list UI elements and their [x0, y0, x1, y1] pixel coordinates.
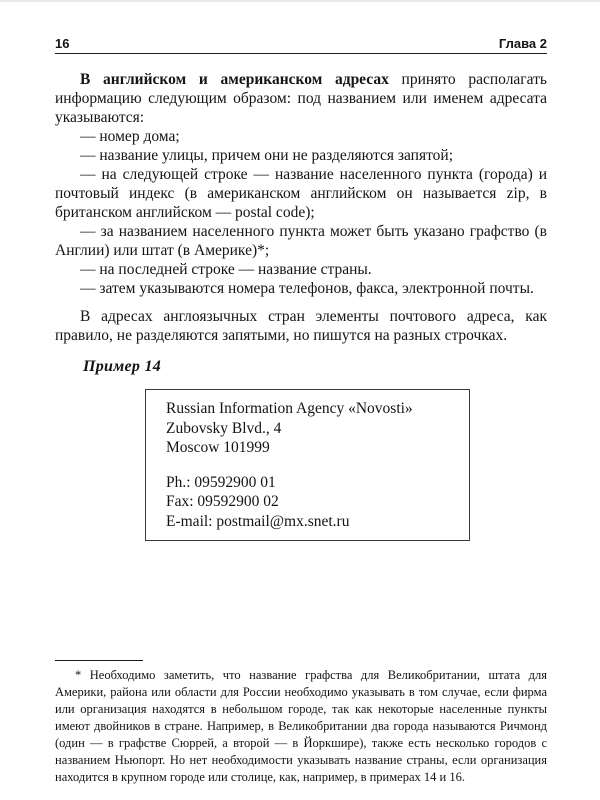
running-head — [55, 36, 547, 54]
list-item: — за названием населенного пункта может быть указано графство (в Англии) или штат (в Америке)*; — [55, 223, 547, 259]
address-line: Russian Information Agency «Novosti» — [166, 400, 413, 417]
list-item: — на последней строке — название страны. — [80, 261, 372, 278]
intro-bold-lead: В английском и американском адресах — [80, 71, 389, 88]
list-item: — номер дома; — [80, 128, 180, 145]
list-item: — название улицы, причем они не разделяются запятой; — [80, 147, 453, 164]
list-item: — на следующей строке — название населенного пункта (города) и почтовый индекс (в американском английском он называется zip, в британском английском — postal code); — [55, 166, 547, 221]
example-address-box — [145, 389, 470, 541]
body-text — [55, 70, 547, 345]
page-number: 16 — [55, 36, 70, 51]
chapter-title: Глава 2 — [498, 36, 547, 51]
list-item: — затем указываются номера телефонов, факса, электронной почты. — [80, 280, 534, 297]
footnote-separator-rule — [55, 660, 143, 661]
intro-rest: принято располагать информацию следующим образом: под названием или именем адресата указываются: — [55, 71, 547, 126]
example-label: Пример 14 — [83, 358, 162, 375]
page-whitespace — [55, 541, 547, 660]
intro-paragraph — [55, 70, 547, 127]
address-box-gap — [166, 458, 457, 473]
contact-line: Fax: 09592900 02 — [166, 493, 279, 510]
contact-line: E-mail: postmail@mx.snet.ru — [166, 512, 350, 530]
footnote — [55, 660, 547, 786]
address-line: Moscow 101999 — [166, 439, 270, 456]
address-line: Zubovsky Blvd., 4 — [166, 419, 282, 437]
footnote-text: * Необходимо заметить, что название графства для Великобритании, штата для Америки, района или области для России необходимо указывать в том случае, если фирма или организация находятся в небольшом городе, так как некоторые населенные пункты имеют двойников в стране. Например, в Великобритании два города называются Ричмонд (один — в графстве Сюррей, а второй — в Йоркшире), также есть несколько городов с названием Ньюпорт. Но нет необходимости указывать название страны, если организация находится в крупном городе или столице, как, например, в примерах 14 и 16. — [55, 668, 547, 784]
body-paragraph: В адресах англоязычных стран элементы почтового адреса, как правило, не разделяются запятыми, но пишутся на разных строчках. — [55, 308, 547, 344]
contact-line: Ph.: 09592900 01 — [166, 473, 276, 491]
